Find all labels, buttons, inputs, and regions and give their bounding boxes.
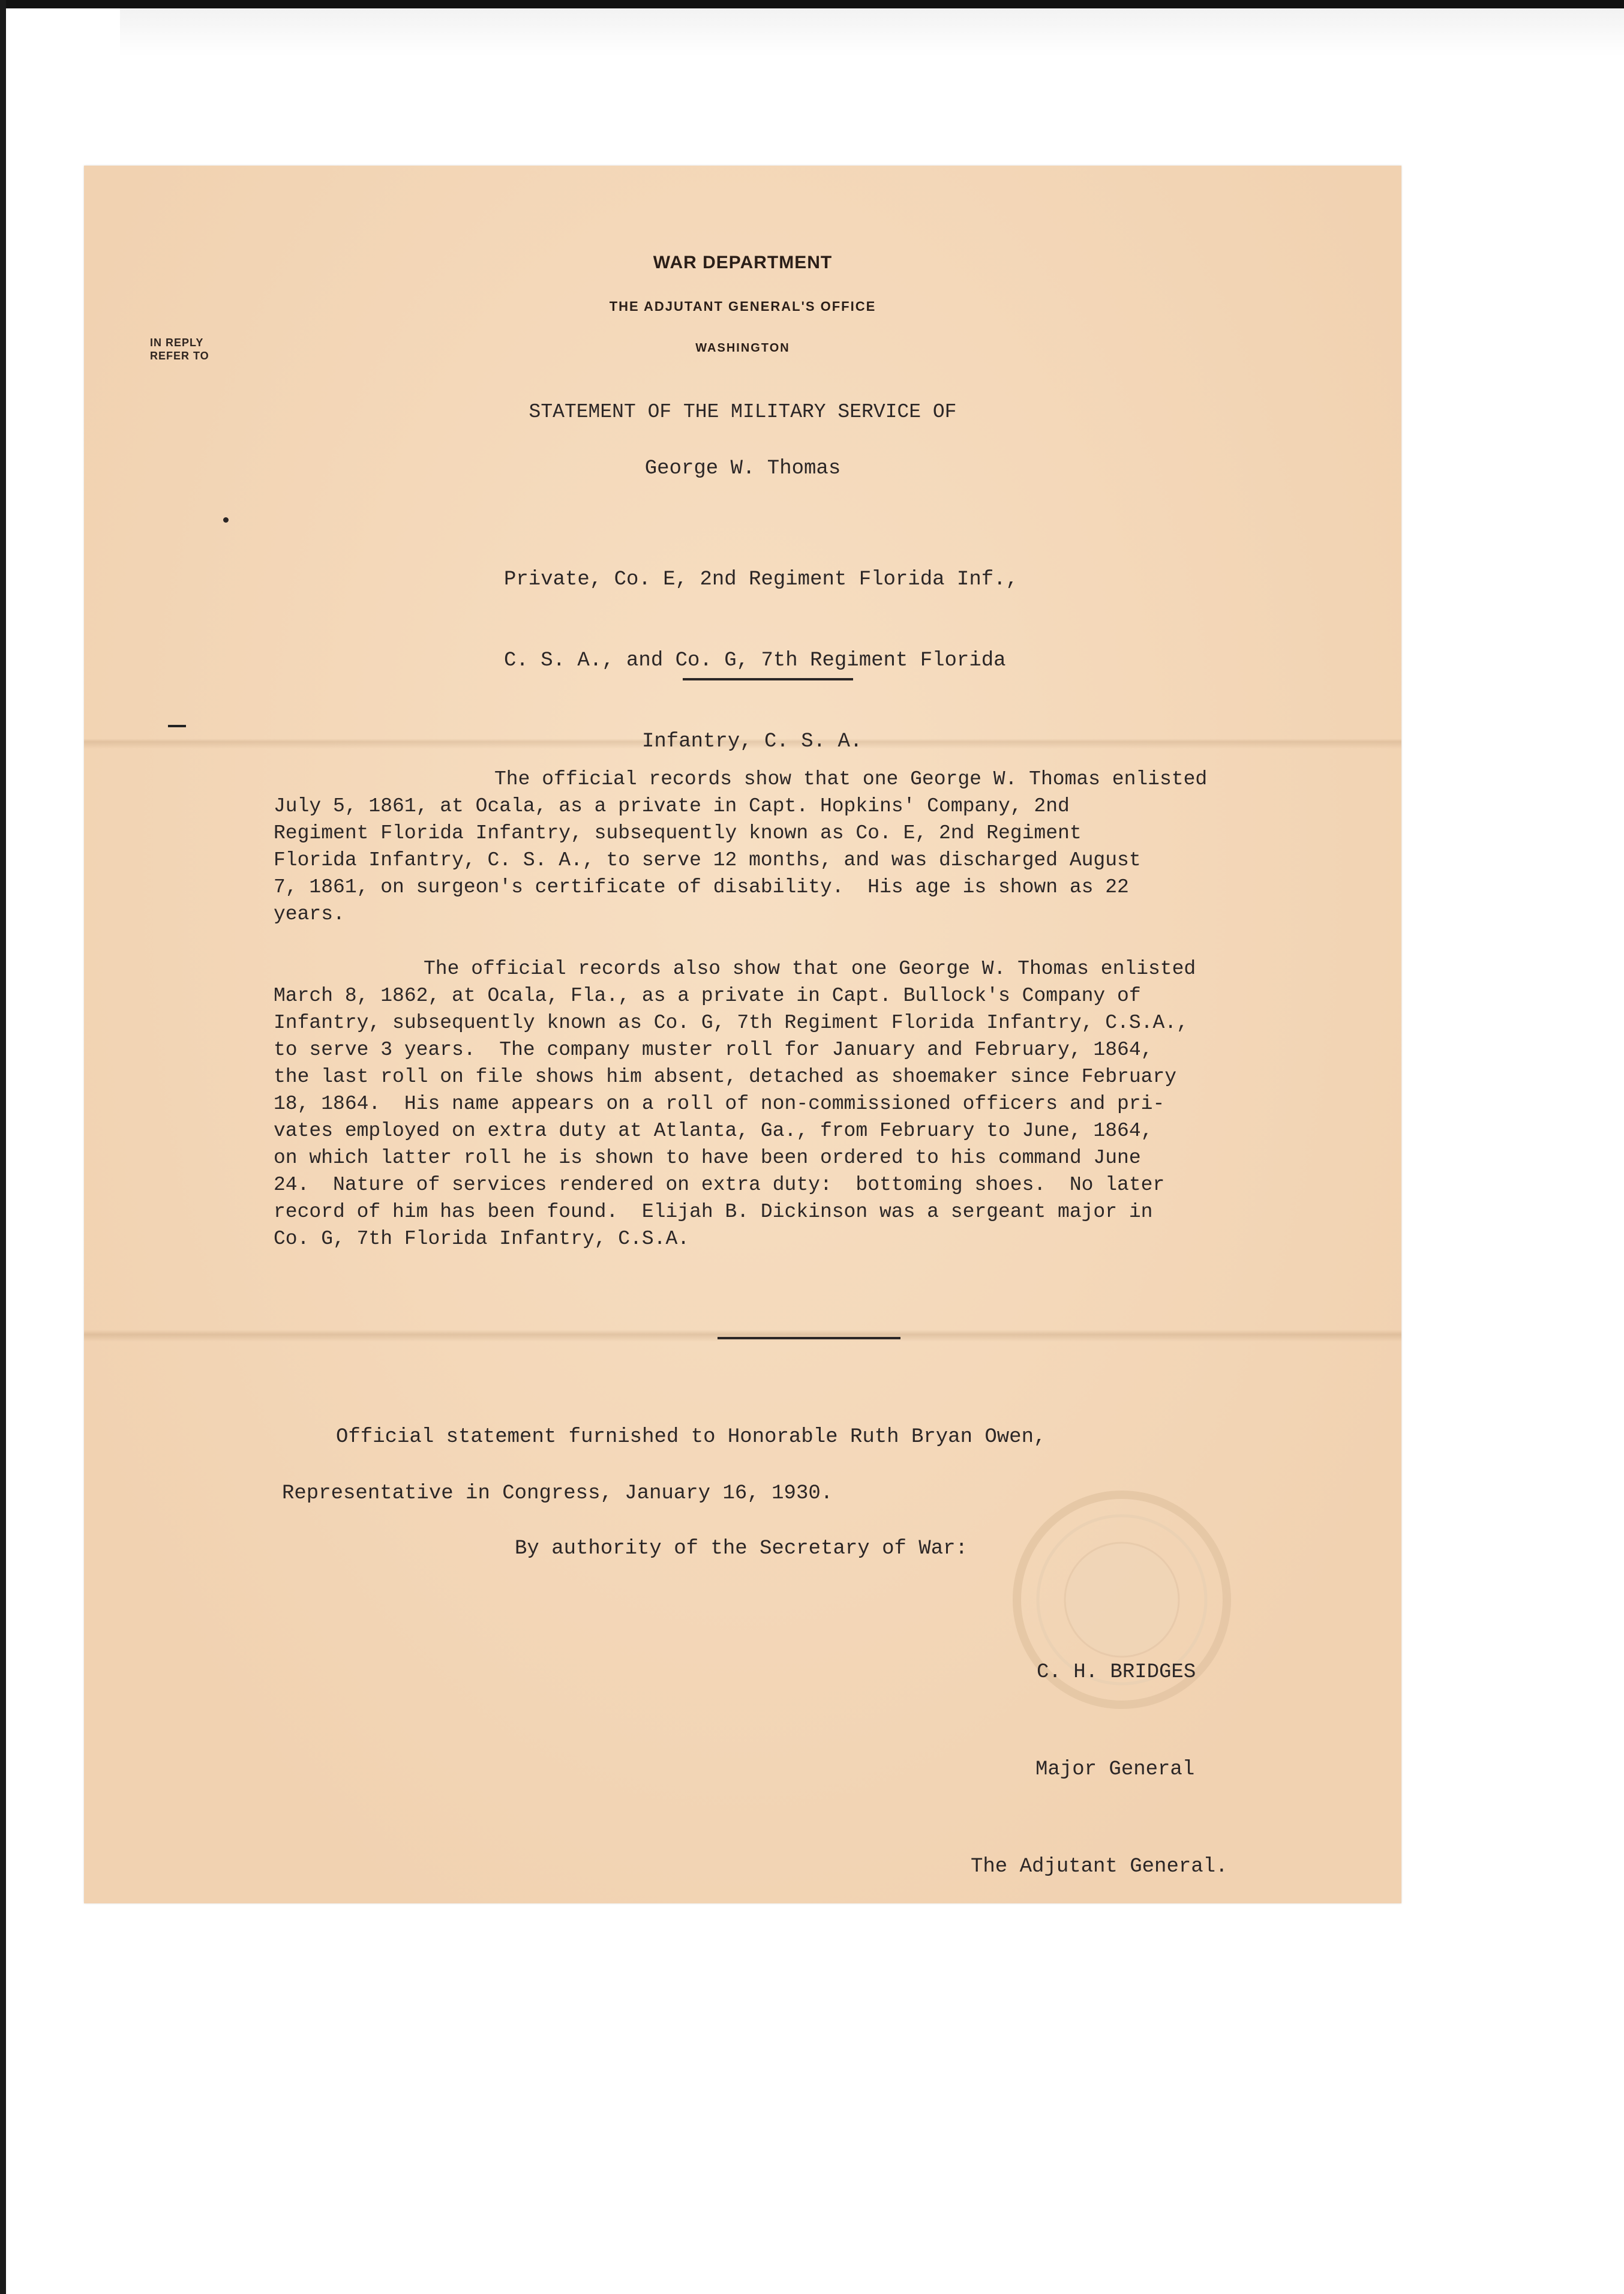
paragraph-line: Co. G, 7th Florida Infantry, C.S.A. [274, 1228, 690, 1250]
closing-line-2: Representative in Congress, January 16, 1930. [282, 1482, 833, 1505]
margin-tick [168, 725, 186, 727]
paper-speck [223, 517, 229, 523]
paragraph-line: Regiment Florida Infantry, subsequently known as Co. E, 2nd Regiment [274, 822, 1082, 844]
paragraph-line: Florida Infantry, C. S. A., to serve 12 months, and was discharged August [274, 849, 1141, 871]
divider-rule [718, 1337, 900, 1339]
statement-title: STATEMENT OF THE MILITARY SERVICE OF [529, 401, 957, 423]
signer-name: C. H. BRIDGES [1037, 1661, 1196, 1684]
scan-shadow [120, 8, 1624, 56]
letterhead-city: WASHINGTON [695, 341, 790, 355]
divider-rule [683, 678, 853, 680]
paragraph-line: vates employed on extra duty at Atlanta, Ga., from February to June, 1864, [274, 1120, 1153, 1142]
scan-border-left [0, 0, 6, 2294]
paragraph-line: to serve 3 years. The company muster roll for January and February, 1864, [274, 1039, 1153, 1061]
signer-title: The Adjutant General. [971, 1855, 1228, 1878]
paragraph-line: the last roll on file shows him absent, detached as shoemaker since February [274, 1066, 1177, 1088]
paragraph-line: July 5, 1861, at Ocala, as a private in Capt. Hopkins' Company, 2nd [274, 795, 1070, 817]
rank-line-1: Private, Co. E, 2nd Regiment Florida Inf., [504, 568, 1018, 591]
rank-block [504, 512, 1018, 809]
letterhead-office: THE ADJUTANT GENERAL'S OFFICE [609, 299, 876, 314]
soldier-name: George W. Thomas [644, 457, 841, 480]
rank-line-2: C. S. A., and Co. G, 7th Regiment Florida [504, 649, 1006, 672]
paragraph-1 [274, 766, 1413, 928]
paragraph-line: record of him has been found. Elijah B. Dickinson was a sergeant major in [274, 1201, 1153, 1223]
paragraph-line: 18, 1864. His name appears on a roll of non-commissioned officers and pri- [274, 1093, 1165, 1115]
paragraph-2 [274, 955, 1413, 1252]
paragraph-line: 24. Nature of services rendered on extra duty: bottoming shoes. No later [274, 1174, 1165, 1196]
paragraph-line: years. [274, 903, 345, 925]
scan-border-top [0, 0, 1624, 8]
reply-line-2: REFER TO [150, 350, 209, 362]
paragraph-line: Infantry, subsequently known as Co. G, 7th Regiment Florida Infantry, C.S.A., [274, 1012, 1188, 1034]
paragraph-line: March 8, 1862, at Ocala, Fla., as a private in Capt. Bullock's Company of [274, 985, 1141, 1007]
paragraph-line: The official records show that one George W. Thomas enlisted [494, 768, 1208, 790]
rank-line-3: Infantry, C. S. A. [642, 730, 863, 753]
signer-rank: Major General [1035, 1758, 1195, 1781]
reply-line-1: IN REPLY [150, 337, 204, 349]
closing-line-3: By authority of the Secretary of War: [515, 1537, 968, 1560]
reply-reference [150, 336, 209, 362]
paragraph-line: on which latter roll he is shown to have been ordered to his command June [274, 1147, 1141, 1169]
closing-line-1: Official statement furnished to Honorable Ruth Bryan Owen, [336, 1426, 1046, 1449]
document-page [84, 166, 1401, 1903]
paragraph-line: The official records also show that one George W. Thomas enlisted [424, 958, 1196, 980]
signature-block [971, 1591, 1227, 1948]
letterhead-department: WAR DEPARTMENT [653, 253, 833, 272]
paragraph-line: 7, 1861, on surgeon's certificate of disability. His age is shown as 22 [274, 876, 1129, 898]
